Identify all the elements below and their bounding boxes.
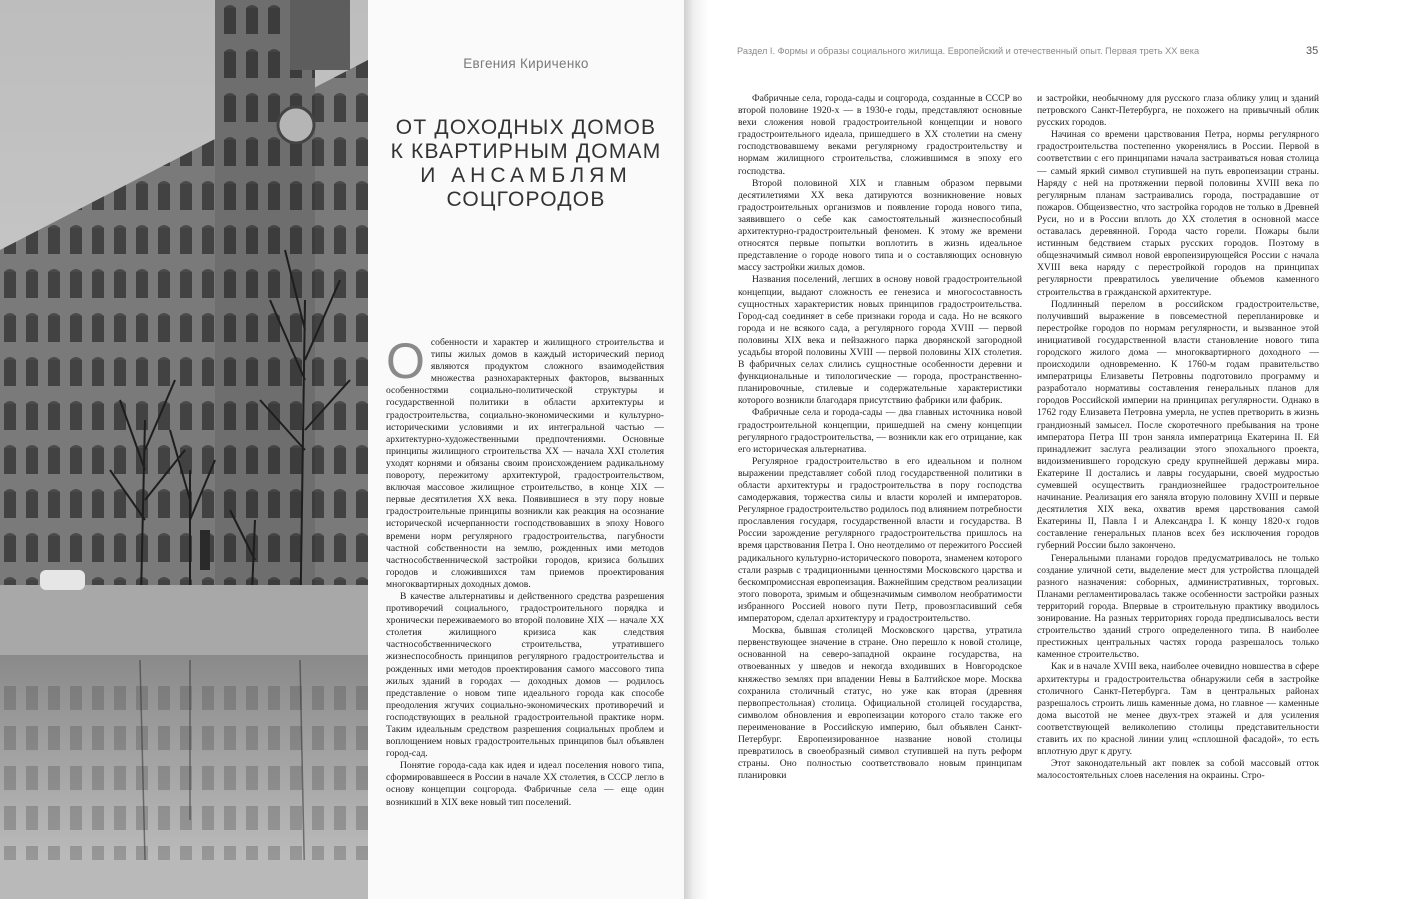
title-line-1: ОТ ДОХОДНЫХ ДОМОВ <box>395 116 657 139</box>
right-text-column-2 <box>1037 93 1319 782</box>
paragraph: Второй половиной XIX и главным образом первыми десятилетиями XX века датируются возникновение новых градостроительных организмов и появление города нового типа, заявившего о себе как самостоятельный жизнеспособный архитектурно-градостроительный феномен. К этому же времени относятся первые попытки воплотить в жизнь идеальное представление о городе нового типа и о составляющих основную массу застройки жилых домов. <box>738 177 1022 274</box>
article-title <box>368 116 684 212</box>
paragraph: Подлинный перелом в российском градостроительстве, получивший выражение в повсеместной перепланировке и перестройке городов по нормам регулярности, и вызванное этой инициативой государственной власти становление нового типа городского жилого дома — многоквартирного доходного — происходили одновременно. К 1760-м годам правительство императрицы Елизаветы Петровны подготовило программу и разработало нормативы составления генеральных планов для городов Российской империи на принципах регулярности. Однако в 1762 году Елизавета Петровна умерла, не успев претворить в жизнь грандиозный замысел. После скоротечного пребывания на троне императора Петра III трон заняла императрица Екатерина II. Ей принадлежит заслуга реализации этого эпохального проекта, видоизменившего городскую среду крупнейшей державы мира. Екатерине II достались и лавры государыни, своей мудростью сумевшей осуществить грандиознейшее градостроительное начинание. Реализация его заняла вторую половину XVIII и первые десятилетия XIX века, охватив время царствования самой Екатерины II, Павла I и Александра I. К концу 1820-х годов составление генеральных планов всех без исключения городов губерний России было закончено. <box>1037 298 1319 552</box>
left-text-column <box>386 333 664 809</box>
paragraph: Регулярное градостроительство в его идеальном и полном выражении представляет собой плод государственной политики в области архитектуры и градостроительства в пору господства самодержавия, торжества силы и власти королей и императоров. Регулярное градостроительство родилось под влиянием потребности прославления государя, государственной власти и государства. В России зарождение регулярного градостроительства пришлось на время царствования Петра I. Оно неотделимо от пережитого Россией радикального культурно-исторического поворота, знаменем которого стали разрыв с традиционными ценностями Московского царства и бескомпромиссная европеизация. Важнейшим средством реализации этого поворота, зримым и общезначимым символом необратимости избранного Россией нового пути Петр, провозгласивший себя императором, сделал архитектуру и градостроительство. <box>738 455 1022 625</box>
title-line-3: И АНСАМБЛЯМ <box>420 164 632 187</box>
drop-cap: О <box>386 333 425 389</box>
author-name: Евгения Кириченко <box>463 56 589 71</box>
paragraph: Фабричные села и города-сады — два главных источника новой градостроительной концепции, пришедшей на смену концепции регулярного градостроительства, — возникли как его отрицание, как его историческая альтернатива. <box>738 407 1022 455</box>
left-page <box>0 0 684 899</box>
paragraph: Начиная со времени царствования Петра, нормы регулярного градостроительства постепенно укоренялись в России. Первой в соответствии с его принципами начала застраиваться новая столица — самый яркий символ ступившей на путь европеизации страны. Наряду с ней на протяжении первой половины XVIII века по регулярным планам застраивались города, пострадавшие от пожаров. Общеизвестно, что застройка городов не только в Древней Руси, но и в России вплоть до XX столетия в основной массе оставалась деревянной. Города часто горели. Пожары были истинным бедствием старых русских городов. Поэтому в общезначимый символ новой европеизирующейся России с начала XVIII века наряду с перестройкой городов на принципах регулярности превратилось увеличение объемов каменного строительства в гражданской архитектуре. <box>1037 129 1319 298</box>
right-text-column-1 <box>738 93 1022 782</box>
paragraph: Этот законодательный акт повлек за собой массовый отток малосостоятельных слоев населения на окраины. Стро- <box>1037 758 1319 782</box>
paragraph: В качестве альтернативы и действенного средства разрешения противоречий социального, градостроительного порядка и хронически переживаемого во второй половине XIX — начале XX столетия жилищного кризиса как следствия частнособственнического строительства, утратившего жизнеспособность принципов регулярного градостроительства и рожденных ими методов проектирования самого массового типа жилых зданий в городах — доходных домов — родилось представление о новом типе идеального города как способе преодоления жгучих социально-экономических противоречий и господствующих в реальной градостроительной практике норм. Таким идеальным средством разрешения социальных проблем и воплощением новых градостроительных принципов был объявлен город-сад. <box>386 590 664 760</box>
building-photo <box>0 0 368 899</box>
title-line-2: К КВАРТИРНЫМ ДОМАМ <box>390 140 662 163</box>
paragraph: Москва, бывшая столицей Московского царства, утратила первенствующее значение в стране. Оно перешло к новой столице, основанной на северо-западной окраине государства, на отвоеванных у шведов и некогда входивших в Новгородское княжество землях при впадении Невы в Балтийское море. Москва сохранила столичный статус, но уже как вторая (древняя первопрестольная) столица. Официальной столицей государства, символом обновления и европеизации которого стало также его переименование в Российскую империю, был объявлен Санкт-Петербург. Европеизированное название новой столицы превратилось в своеобразный символ ступившей на путь реформ страны. Оно полностью соответствовало новым принципам планировки <box>738 625 1022 782</box>
book-gutter <box>684 0 708 899</box>
paragraph <box>386 333 664 591</box>
paragraph: Названия поселений, легших в основу новой градостроительной концепции, выдают сложность ее генезиса и многосоставность сущностных характеристик новых принципов градостроительства. Город-сад соединяет в себе признаки города и сада. Но не всякого города и не всякого сада, а регулярного города XVIII — первой половины XIX века и пейзажного парка дворянской загородной усадьбы второй половины XVIII — первой половины XIX столетия. В фабричных селах слились сущностные особенности деревни и функциональные и типологические — города, пространственно-планировочные, стилевые и содержательные характеристики которого возникли благодаря присутствию фабрики или фабрик. <box>738 274 1022 407</box>
paragraph: и застройки, необычному для русского глаза облику улиц и зданий петровского Санкт-Петербурга, не похожего на привычный облик русских городов. <box>1037 93 1319 129</box>
paragraph: Генеральными планами городов предусматривалось не только создание уличной сети, выделение мест для устройства площадей разного назначения: соборных, административных, торговых. Планами регламентировалась также особенности застройки разных территорий города. Впервые в строительную практику вводилось зонирование. На разных территориях города предписывалось вести строительство зданий строго определенного типа. В наиболее престижных центральных частях города разрешалось только каменное строительство. <box>1037 552 1319 661</box>
paragraph: Понятие города-сада как идея и идеал поселения нового типа, сформировавшееся в России в начале XX столетия, в СССР легло в основу концепции соцгорода. Фабричные села — еще один возникший в XIX веке новый тип поселений. <box>386 760 664 808</box>
paragraph: Как и в начале XVIII века, наиболее очевидно новшества в сфере архитектуры и градостроительства обнаружили себя в застройке столичного Санкт-Петербурга. Там в центральных районах разрешалось строить лишь каменные дома, но главное — каменные дома высотой не менее двух-трех этажей и для усиления соответствующей великолепию столицы представительности ставить их по красной линии улиц «сплошной фасадой», то есть вплотную друг к другу. <box>1037 661 1319 758</box>
running-head: Раздел I. Формы и образы социального жилища. Европейский и отечественный опыт. Первая треть XX века <box>737 46 1200 56</box>
paragraph: Фабричные села, города-сады и соцгорода, созданные в СССР во второй половине 1920-х — в 1930-е годы, представляют основные вехи сложения новой градостроительной концепции и нового градостроительного идеала, пришедшего в XX столетии на смену господствовавшему веками регулярному градостроительству и нормам жилищного строительства, сложившимся в эпоху его господства. <box>738 93 1022 177</box>
title-line-4: СОЦГОРОДОВ <box>446 188 606 211</box>
page-number: 35 <box>1306 45 1319 57</box>
paragraph-text: собенности и характер и жилищного строительства и типы жилых домов в каждый исторический период являются продуктом сложного взаимодействия множества разнохарактерных факторов, вызванных особенностями социально-политической структуры и государственной политики в области архитектуры и градостроительства, социально-экономическими и культурно-историческими условиями и их интегральной частью — архитектурно-художественными предпочтениями. Основные принципы жилищного строительства XX — начала XXI столетия уходят корнями и обязаны своим происхождением радикальному повороту, пережитому архитектурой, градостроительством, включая массовое жилищное строительство, в конце XIX — первые десятилетия XX века. Появившиеся в эту пору новые градостроительные принципы возникли как реакция на осознание исторической исчерпанности господствовавших в эпоху Нового времени норм регулярного градостроительства, пагубности частной собственности на землю, рожденных ими методов частнособственнической застройки городов, кризиса больших городов и сложившихся там приемов проектирования многоквартирных доходных домов. <box>386 337 664 590</box>
